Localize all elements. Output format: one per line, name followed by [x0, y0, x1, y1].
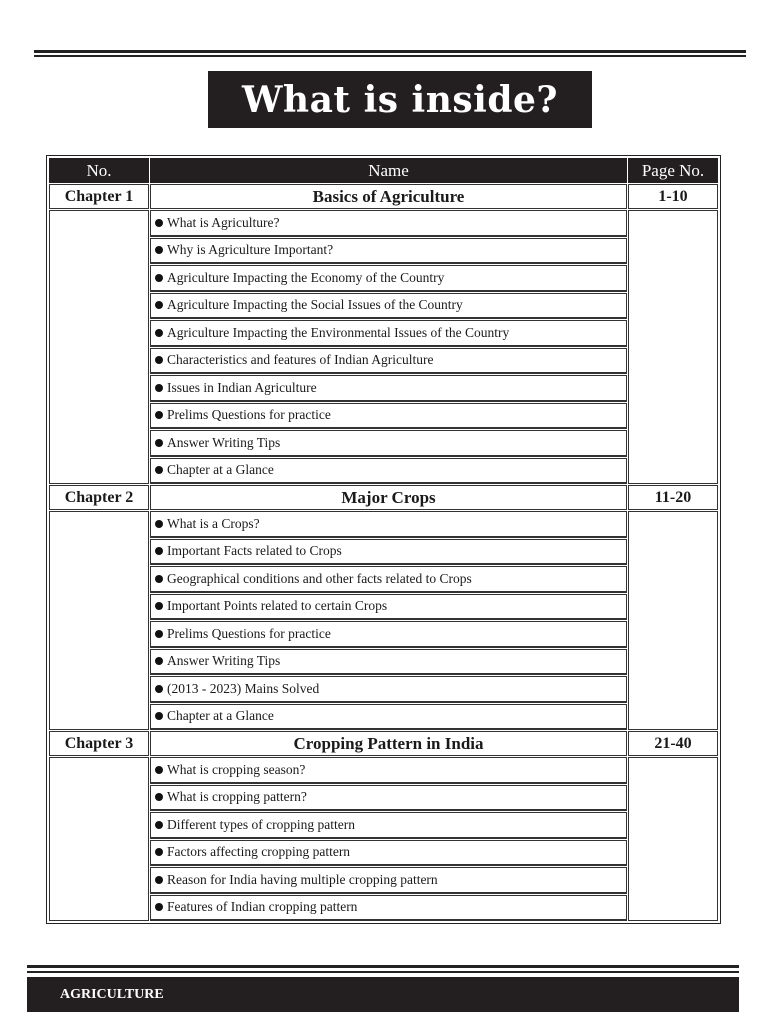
topic-label: Features of Indian cropping pattern — [167, 899, 358, 915]
topic-row — [49, 649, 718, 676]
topic-label: What is Agriculture? — [167, 214, 280, 230]
topic-row — [49, 566, 718, 593]
topic-item — [150, 403, 627, 430]
blank-cell — [49, 511, 149, 730]
topic-label: Agriculture Impacting the Economy of the Country — [167, 269, 445, 285]
topic-label: Important Points related to certain Crops — [167, 598, 388, 614]
topic-row — [49, 238, 718, 265]
topic-label: Why is Agriculture Important? — [167, 242, 334, 258]
chapter-number: Chapter 2 — [49, 485, 149, 510]
bullet-icon — [155, 793, 163, 801]
topic-item — [150, 757, 627, 784]
topic-row — [49, 704, 718, 731]
topic-row — [49, 867, 718, 894]
footer-rule — [27, 965, 739, 968]
footer-label: AGRICULTURE — [60, 986, 164, 1002]
topic-label: Geographical conditions and other facts related to Crops — [167, 570, 472, 586]
chapter-name: Major Crops — [150, 485, 627, 510]
topic-item — [150, 594, 627, 621]
topic-row — [49, 458, 718, 485]
bullet-icon — [155, 848, 163, 856]
page-title: What is inside? — [208, 71, 592, 128]
topic-row — [49, 430, 718, 457]
top-rule — [34, 50, 746, 53]
topic-item — [150, 812, 627, 839]
bullet-icon — [155, 547, 163, 555]
top-rule-thin — [34, 55, 746, 57]
topic-label: Prelims Questions for practice — [167, 625, 331, 641]
chapter-number: Chapter 1 — [49, 184, 149, 209]
footer-bar — [27, 977, 739, 1012]
topic-item — [150, 895, 627, 922]
topic-row — [49, 210, 718, 237]
topic-row — [49, 265, 718, 292]
topic-label: Factors affecting cropping pattern — [167, 844, 351, 860]
topic-label: Reason for India having multiple cropping pattern — [167, 871, 438, 887]
topic-label: What is cropping pattern? — [167, 789, 307, 805]
topic-label: Agriculture Impacting the Social Issues of the Country — [167, 297, 463, 313]
topic-item — [150, 539, 627, 566]
blank-cell — [628, 757, 718, 921]
bullet-icon — [155, 219, 163, 227]
bullet-icon — [155, 712, 163, 720]
topic-row — [49, 320, 718, 347]
topic-item — [150, 238, 627, 265]
topic-row — [49, 895, 718, 922]
topic-label: What is cropping season? — [167, 761, 306, 777]
topic-row — [49, 511, 718, 538]
bullet-icon — [155, 439, 163, 447]
chapter-pages: 11-20 — [628, 485, 718, 510]
topic-item — [150, 649, 627, 676]
topic-row — [49, 757, 718, 784]
topic-item — [150, 785, 627, 812]
topic-label: Chapter at a Glance — [167, 708, 274, 724]
topic-label: Important Facts related to Crops — [167, 543, 342, 559]
bullet-icon — [155, 685, 163, 693]
chapter-pages: 1-10 — [628, 184, 718, 209]
bullet-icon — [155, 876, 163, 884]
topic-row — [49, 348, 718, 375]
topic-item — [150, 566, 627, 593]
bullet-icon — [155, 520, 163, 528]
chapter-pages: 21-40 — [628, 731, 718, 756]
blank-cell — [49, 757, 149, 921]
bullet-icon — [155, 301, 163, 309]
topic-row — [49, 375, 718, 402]
topic-label: Answer Writing Tips — [167, 653, 281, 669]
topic-row — [49, 539, 718, 566]
topic-label: What is a Crops? — [167, 515, 260, 531]
topic-label: Different types of cropping pattern — [167, 816, 355, 832]
blank-cell — [628, 511, 718, 730]
topic-item — [150, 348, 627, 375]
contents-table-frame — [46, 155, 721, 924]
header-no: No. — [49, 158, 149, 183]
bullet-icon — [155, 657, 163, 665]
topic-label: Prelims Questions for practice — [167, 407, 331, 423]
topic-row — [49, 293, 718, 320]
bullet-icon — [155, 630, 163, 638]
topic-label: Agriculture Impacting the Environmental Issues of the Country — [167, 324, 510, 340]
header-name: Name — [150, 158, 627, 183]
topic-row — [49, 403, 718, 430]
chapter-number: Chapter 3 — [49, 731, 149, 756]
topic-item — [150, 867, 627, 894]
blank-cell — [49, 210, 149, 484]
topic-row — [49, 621, 718, 648]
topic-item — [150, 511, 627, 538]
topic-item — [150, 458, 627, 485]
chapter-row — [49, 485, 718, 510]
bullet-icon — [155, 766, 163, 774]
topic-label: Chapter at a Glance — [167, 462, 274, 478]
header-page: Page No. — [628, 158, 718, 183]
table-body — [49, 184, 718, 921]
bullet-icon — [155, 384, 163, 392]
topic-item — [150, 430, 627, 457]
topic-row — [49, 785, 718, 812]
topic-row — [49, 594, 718, 621]
bullet-icon — [155, 329, 163, 337]
bullet-icon — [155, 411, 163, 419]
chapter-row — [49, 731, 718, 756]
chapter-name: Basics of Agriculture — [150, 184, 627, 209]
contents-table — [48, 157, 719, 922]
bullet-icon — [155, 903, 163, 911]
topic-label: Answer Writing Tips — [167, 434, 281, 450]
bullet-icon — [155, 575, 163, 583]
blank-cell — [628, 210, 718, 484]
topic-item — [150, 293, 627, 320]
bullet-icon — [155, 246, 163, 254]
topic-row — [49, 840, 718, 867]
bullet-icon — [155, 466, 163, 474]
footer-rule-thin — [27, 971, 739, 973]
topic-item — [150, 704, 627, 731]
topic-item — [150, 840, 627, 867]
table-header-row — [49, 158, 718, 183]
topic-row — [49, 676, 718, 703]
topic-item — [150, 676, 627, 703]
topic-label: Characteristics and features of Indian Agriculture — [167, 352, 434, 368]
topic-label: Issues in Indian Agriculture — [167, 379, 317, 395]
topic-item — [150, 265, 627, 292]
topic-item — [150, 621, 627, 648]
bullet-icon — [155, 356, 163, 364]
topic-item — [150, 210, 627, 237]
topic-item — [150, 375, 627, 402]
bullet-icon — [155, 602, 163, 610]
topic-item — [150, 320, 627, 347]
bullet-icon — [155, 274, 163, 282]
bullet-icon — [155, 821, 163, 829]
chapter-name: Cropping Pattern in India — [150, 731, 627, 756]
topic-row — [49, 812, 718, 839]
topic-label: (2013 - 2023) Mains Solved — [167, 680, 320, 696]
chapter-row — [49, 184, 718, 209]
